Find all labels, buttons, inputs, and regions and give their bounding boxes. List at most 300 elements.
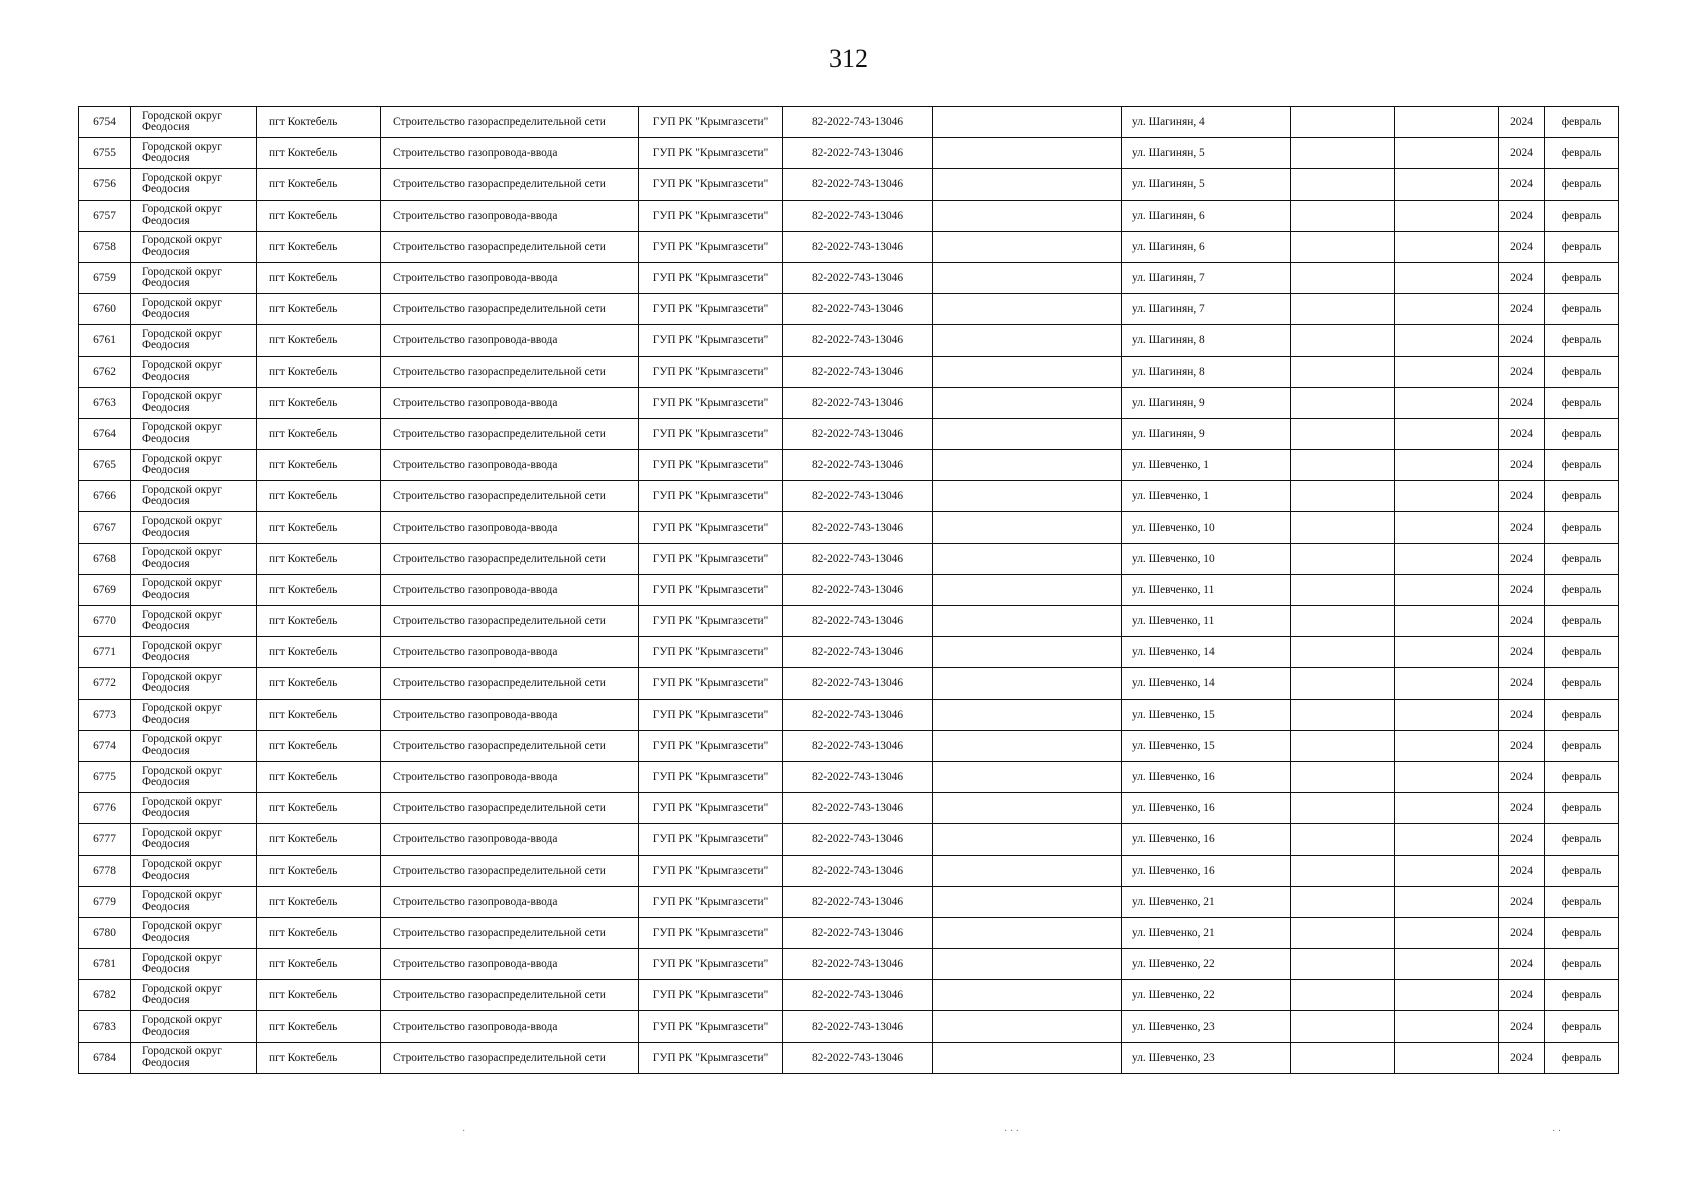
settlement-cell: пгт Коктебель — [257, 637, 381, 668]
address-cell: ул. Шевченко, 10 — [1122, 512, 1291, 543]
month-cell: февраль — [1545, 169, 1619, 200]
settlement-cell: пгт Коктебель — [257, 793, 381, 824]
work-type-cell: Строительство газораспределительной сети — [381, 294, 639, 325]
table-row — [79, 1011, 1619, 1042]
row-number: 6774 — [79, 730, 131, 761]
row-number: 6777 — [79, 824, 131, 855]
organization-cell: ГУП РК "Крымгазсети" — [639, 949, 783, 980]
program-code-cell: 82-2022-743-13046 — [783, 1011, 933, 1042]
row-number: 6762 — [79, 356, 131, 387]
organization-cell: ГУП РК "Крымгазсети" — [639, 325, 783, 356]
empty-cell — [933, 169, 1122, 200]
empty-cell — [1395, 1042, 1499, 1073]
program-code-cell: 82-2022-743-13046 — [783, 980, 933, 1011]
work-type-cell: Строительство газопровода-ввода — [381, 1011, 639, 1042]
month-cell: февраль — [1545, 418, 1619, 449]
district-cell: Городской округ Феодосия — [131, 138, 257, 169]
organization-cell: ГУП РК "Крымгазсети" — [639, 294, 783, 325]
row-number: 6764 — [79, 418, 131, 449]
address-cell: ул. Шагинян, 9 — [1122, 418, 1291, 449]
year-cell: 2024 — [1499, 761, 1545, 792]
district-cell: Городской округ Феодосия — [131, 574, 257, 605]
address-cell: ул. Шагинян, 5 — [1122, 138, 1291, 169]
organization-cell: ГУП РК "Крымгазсети" — [639, 138, 783, 169]
empty-cell — [1395, 481, 1499, 512]
settlement-cell: пгт Коктебель — [257, 138, 381, 169]
work-type-cell: Строительство газопровода-ввода — [381, 200, 639, 231]
district-cell: Городской округ Феодосия — [131, 418, 257, 449]
row-number: 6768 — [79, 543, 131, 574]
year-cell: 2024 — [1499, 917, 1545, 948]
month-cell: февраль — [1545, 855, 1619, 886]
month-cell: февраль — [1545, 668, 1619, 699]
table-row — [79, 949, 1619, 980]
year-cell: 2024 — [1499, 1042, 1545, 1073]
table-row — [79, 512, 1619, 543]
row-number: 6783 — [79, 1011, 131, 1042]
row-number: 6781 — [79, 949, 131, 980]
work-type-cell: Строительство газораспределительной сети — [381, 231, 639, 262]
district-cell: Городской округ Феодосия — [131, 668, 257, 699]
program-code-cell: 82-2022-743-13046 — [783, 200, 933, 231]
program-code-cell: 82-2022-743-13046 — [783, 543, 933, 574]
year-cell: 2024 — [1499, 294, 1545, 325]
year-cell: 2024 — [1499, 450, 1545, 481]
scan-speck: · · · — [1004, 1126, 1019, 1137]
program-code-cell: 82-2022-743-13046 — [783, 294, 933, 325]
month-cell: февраль — [1545, 824, 1619, 855]
table-row — [79, 793, 1619, 824]
settlement-cell: пгт Коктебель — [257, 231, 381, 262]
table-row — [79, 574, 1619, 605]
empty-cell — [1291, 169, 1395, 200]
work-type-cell: Строительство газопровода-ввода — [381, 325, 639, 356]
organization-cell: ГУП РК "Крымгазсети" — [639, 107, 783, 138]
row-number: 6773 — [79, 699, 131, 730]
page-number: 312 — [829, 44, 868, 73]
empty-cell — [1291, 761, 1395, 792]
organization-cell: ГУП РК "Крымгазсети" — [639, 200, 783, 231]
program-code-cell: 82-2022-743-13046 — [783, 450, 933, 481]
settlement-cell: пгт Коктебель — [257, 481, 381, 512]
address-cell: ул. Шевченко, 14 — [1122, 668, 1291, 699]
empty-cell — [933, 325, 1122, 356]
district-cell: Городской округ Феодосия — [131, 543, 257, 574]
table-row — [79, 606, 1619, 637]
year-cell: 2024 — [1499, 668, 1545, 699]
settlement-cell: пгт Коктебель — [257, 450, 381, 481]
district-cell: Городской округ Феодосия — [131, 637, 257, 668]
empty-cell — [933, 418, 1122, 449]
empty-cell — [933, 917, 1122, 948]
scan-speck: · · — [1552, 1126, 1562, 1137]
settlement-cell: пгт Коктебель — [257, 824, 381, 855]
empty-cell — [1291, 574, 1395, 605]
program-code-cell: 82-2022-743-13046 — [783, 668, 933, 699]
work-type-cell: Строительство газопровода-ввода — [381, 761, 639, 792]
table-row — [79, 418, 1619, 449]
district-cell: Городской округ Феодосия — [131, 980, 257, 1011]
settlement-cell: пгт Коктебель — [257, 574, 381, 605]
row-number: 6784 — [79, 1042, 131, 1073]
month-cell: февраль — [1545, 886, 1619, 917]
address-cell: ул. Шевченко, 23 — [1122, 1042, 1291, 1073]
address-cell: ул. Шевченко, 22 — [1122, 949, 1291, 980]
empty-cell — [1395, 855, 1499, 886]
settlement-cell: пгт Коктебель — [257, 543, 381, 574]
row-number: 6756 — [79, 169, 131, 200]
table-row — [79, 543, 1619, 574]
work-type-cell: Строительство газораспределительной сети — [381, 917, 639, 948]
district-cell: Городской округ Феодосия — [131, 356, 257, 387]
year-cell: 2024 — [1499, 606, 1545, 637]
year-cell: 2024 — [1499, 200, 1545, 231]
work-type-cell: Строительство газораспределительной сети — [381, 730, 639, 761]
organization-cell: ГУП РК "Крымгазсети" — [639, 512, 783, 543]
empty-cell — [933, 606, 1122, 637]
district-cell: Городской округ Феодосия — [131, 387, 257, 418]
address-cell: ул. Шевченко, 16 — [1122, 855, 1291, 886]
row-number: 6769 — [79, 574, 131, 605]
settlement-cell: пгт Коктебель — [257, 107, 381, 138]
row-number: 6763 — [79, 387, 131, 418]
month-cell: февраль — [1545, 262, 1619, 293]
year-cell: 2024 — [1499, 543, 1545, 574]
month-cell: февраль — [1545, 512, 1619, 543]
year-cell: 2024 — [1499, 824, 1545, 855]
work-type-cell: Строительство газопровода-ввода — [381, 387, 639, 418]
year-cell: 2024 — [1499, 855, 1545, 886]
work-type-cell: Строительство газопровода-ввода — [381, 824, 639, 855]
organization-cell: ГУП РК "Крымгазсети" — [639, 855, 783, 886]
year-cell: 2024 — [1499, 699, 1545, 730]
program-code-cell: 82-2022-743-13046 — [783, 387, 933, 418]
row-number: 6758 — [79, 231, 131, 262]
address-cell: ул. Шевченко, 21 — [1122, 886, 1291, 917]
work-type-cell: Строительство газораспределительной сети — [381, 543, 639, 574]
empty-cell — [933, 512, 1122, 543]
empty-cell — [1395, 761, 1499, 792]
district-cell: Городской округ Феодосия — [131, 730, 257, 761]
settlement-cell: пгт Коктебель — [257, 855, 381, 886]
year-cell: 2024 — [1499, 949, 1545, 980]
year-cell: 2024 — [1499, 107, 1545, 138]
empty-cell — [1395, 356, 1499, 387]
month-cell: февраль — [1545, 730, 1619, 761]
month-cell: февраль — [1545, 200, 1619, 231]
settlement-cell: пгт Коктебель — [257, 418, 381, 449]
settlement-cell: пгт Коктебель — [257, 1011, 381, 1042]
empty-cell — [933, 730, 1122, 761]
address-cell: ул. Шагинян, 6 — [1122, 231, 1291, 262]
empty-cell — [1291, 512, 1395, 543]
month-cell: февраль — [1545, 481, 1619, 512]
empty-cell — [933, 481, 1122, 512]
empty-cell — [933, 1011, 1122, 1042]
empty-cell — [1395, 169, 1499, 200]
program-code-cell: 82-2022-743-13046 — [783, 138, 933, 169]
row-number: 6775 — [79, 761, 131, 792]
empty-cell — [933, 107, 1122, 138]
year-cell: 2024 — [1499, 169, 1545, 200]
address-cell: ул. Шевченко, 1 — [1122, 481, 1291, 512]
address-cell: ул. Шагинян, 9 — [1122, 387, 1291, 418]
empty-cell — [1395, 668, 1499, 699]
table-row — [79, 325, 1619, 356]
empty-cell — [1395, 138, 1499, 169]
empty-cell — [1291, 886, 1395, 917]
empty-cell — [1395, 262, 1499, 293]
empty-cell — [933, 886, 1122, 917]
year-cell: 2024 — [1499, 356, 1545, 387]
table-row — [79, 169, 1619, 200]
district-cell: Городской округ Феодосия — [131, 325, 257, 356]
program-code-cell: 82-2022-743-13046 — [783, 606, 933, 637]
empty-cell — [1395, 107, 1499, 138]
empty-cell — [933, 824, 1122, 855]
work-type-cell: Строительство газораспределительной сети — [381, 418, 639, 449]
work-type-cell: Строительство газопровода-ввода — [381, 699, 639, 730]
empty-cell — [933, 637, 1122, 668]
empty-cell — [1291, 606, 1395, 637]
district-cell: Городской округ Феодосия — [131, 231, 257, 262]
address-cell: ул. Шевченко, 23 — [1122, 1011, 1291, 1042]
empty-cell — [1291, 855, 1395, 886]
month-cell: февраль — [1545, 543, 1619, 574]
empty-cell — [1291, 637, 1395, 668]
district-cell: Городской округ Феодосия — [131, 886, 257, 917]
row-number: 6757 — [79, 200, 131, 231]
empty-cell — [1291, 200, 1395, 231]
table-row — [79, 200, 1619, 231]
district-cell: Городской округ Феодосия — [131, 606, 257, 637]
empty-cell — [1291, 450, 1395, 481]
table-row — [79, 980, 1619, 1011]
district-cell: Городской округ Феодосия — [131, 107, 257, 138]
empty-cell — [1395, 294, 1499, 325]
row-number: 6755 — [79, 138, 131, 169]
month-cell: февраль — [1545, 294, 1619, 325]
work-type-cell: Строительство газопровода-ввода — [381, 262, 639, 293]
empty-cell — [1395, 793, 1499, 824]
year-cell: 2024 — [1499, 886, 1545, 917]
month-cell: февраль — [1545, 793, 1619, 824]
work-type-cell: Строительство газопровода-ввода — [381, 138, 639, 169]
address-cell: ул. Шагинян, 5 — [1122, 169, 1291, 200]
district-cell: Городской округ Феодосия — [131, 949, 257, 980]
organization-cell: ГУП РК "Крымгазсети" — [639, 917, 783, 948]
address-cell: ул. Шагинян, 8 — [1122, 356, 1291, 387]
empty-cell — [1291, 543, 1395, 574]
program-code-cell: 82-2022-743-13046 — [783, 730, 933, 761]
table-row — [79, 855, 1619, 886]
settlement-cell: пгт Коктебель — [257, 356, 381, 387]
year-cell: 2024 — [1499, 138, 1545, 169]
row-number: 6776 — [79, 793, 131, 824]
empty-cell — [1291, 387, 1395, 418]
address-cell: ул. Шагинян, 7 — [1122, 294, 1291, 325]
empty-cell — [933, 356, 1122, 387]
organization-cell: ГУП РК "Крымгазсети" — [639, 730, 783, 761]
table-row — [79, 450, 1619, 481]
empty-cell — [933, 200, 1122, 231]
empty-cell — [1291, 730, 1395, 761]
work-type-cell: Строительство газопровода-ввода — [381, 949, 639, 980]
empty-cell — [1291, 107, 1395, 138]
month-cell: февраль — [1545, 138, 1619, 169]
empty-cell — [933, 574, 1122, 605]
address-cell: ул. Шевченко, 22 — [1122, 980, 1291, 1011]
year-cell: 2024 — [1499, 231, 1545, 262]
settlement-cell: пгт Коктебель — [257, 512, 381, 543]
table-body — [79, 107, 1619, 1074]
program-code-cell: 82-2022-743-13046 — [783, 574, 933, 605]
address-cell: ул. Шевченко, 15 — [1122, 699, 1291, 730]
district-cell: Городской округ Феодосия — [131, 824, 257, 855]
program-code-cell: 82-2022-743-13046 — [783, 949, 933, 980]
empty-cell — [1395, 730, 1499, 761]
row-number: 6772 — [79, 668, 131, 699]
settlement-cell: пгт Коктебель — [257, 699, 381, 730]
organization-cell: ГУП РК "Крымгазсети" — [639, 574, 783, 605]
empty-cell — [933, 1042, 1122, 1073]
table-row — [79, 262, 1619, 293]
table-row — [79, 107, 1619, 138]
empty-cell — [1291, 824, 1395, 855]
program-code-cell: 82-2022-743-13046 — [783, 699, 933, 730]
program-code-cell: 82-2022-743-13046 — [783, 1042, 933, 1073]
table-row — [79, 356, 1619, 387]
table-row — [79, 886, 1619, 917]
program-code-cell: 82-2022-743-13046 — [783, 107, 933, 138]
row-number: 6779 — [79, 886, 131, 917]
registry-table — [78, 106, 1619, 1074]
empty-cell — [1291, 1042, 1395, 1073]
empty-cell — [1291, 418, 1395, 449]
work-type-cell: Строительство газопровода-ввода — [381, 886, 639, 917]
organization-cell: ГУП РК "Крымгазсети" — [639, 450, 783, 481]
empty-cell — [1395, 637, 1499, 668]
empty-cell — [1291, 481, 1395, 512]
program-code-cell: 82-2022-743-13046 — [783, 637, 933, 668]
month-cell: февраль — [1545, 980, 1619, 1011]
empty-cell — [1291, 325, 1395, 356]
district-cell: Городской округ Феодосия — [131, 200, 257, 231]
row-number: 6778 — [79, 855, 131, 886]
month-cell: февраль — [1545, 761, 1619, 792]
address-cell: ул. Шевченко, 11 — [1122, 606, 1291, 637]
address-cell: ул. Шевченко, 16 — [1122, 761, 1291, 792]
year-cell: 2024 — [1499, 325, 1545, 356]
organization-cell: ГУП РК "Крымгазсети" — [639, 169, 783, 200]
work-type-cell: Строительство газораспределительной сети — [381, 107, 639, 138]
year-cell: 2024 — [1499, 730, 1545, 761]
month-cell: февраль — [1545, 231, 1619, 262]
work-type-cell: Строительство газораспределительной сети — [381, 606, 639, 637]
month-cell: февраль — [1545, 450, 1619, 481]
empty-cell — [1291, 138, 1395, 169]
table-row — [79, 824, 1619, 855]
address-cell: ул. Шевченко, 16 — [1122, 793, 1291, 824]
empty-cell — [933, 855, 1122, 886]
organization-cell: ГУП РК "Крымгазсети" — [639, 980, 783, 1011]
empty-cell — [1291, 356, 1395, 387]
month-cell: февраль — [1545, 1042, 1619, 1073]
empty-cell — [933, 543, 1122, 574]
month-cell: февраль — [1545, 637, 1619, 668]
empty-cell — [1395, 886, 1499, 917]
empty-cell — [933, 262, 1122, 293]
table-row — [79, 637, 1619, 668]
empty-cell — [1395, 450, 1499, 481]
settlement-cell: пгт Коктебель — [257, 917, 381, 948]
program-code-cell: 82-2022-743-13046 — [783, 418, 933, 449]
empty-cell — [933, 294, 1122, 325]
program-code-cell: 82-2022-743-13046 — [783, 481, 933, 512]
row-number: 6766 — [79, 481, 131, 512]
district-cell: Городской округ Феодосия — [131, 699, 257, 730]
settlement-cell: пгт Коктебель — [257, 980, 381, 1011]
empty-cell — [1291, 668, 1395, 699]
empty-cell — [1291, 793, 1395, 824]
month-cell: февраль — [1545, 917, 1619, 948]
address-cell: ул. Шагинян, 7 — [1122, 262, 1291, 293]
year-cell: 2024 — [1499, 574, 1545, 605]
address-cell: ул. Шагинян, 4 — [1122, 107, 1291, 138]
year-cell: 2024 — [1499, 1011, 1545, 1042]
district-cell: Городской округ Феодосия — [131, 512, 257, 543]
organization-cell: ГУП РК "Крымгазсети" — [639, 761, 783, 792]
work-type-cell: Строительство газопровода-ввода — [381, 637, 639, 668]
district-cell: Городской округ Феодосия — [131, 1042, 257, 1073]
empty-cell — [1291, 949, 1395, 980]
settlement-cell: пгт Коктебель — [257, 262, 381, 293]
row-number: 6760 — [79, 294, 131, 325]
row-number: 6759 — [79, 262, 131, 293]
district-cell: Городской округ Феодосия — [131, 450, 257, 481]
work-type-cell: Строительство газораспределительной сети — [381, 855, 639, 886]
table-row — [79, 917, 1619, 948]
organization-cell: ГУП РК "Крымгазсети" — [639, 1042, 783, 1073]
district-cell: Городской округ Феодосия — [131, 294, 257, 325]
district-cell: Городской округ Феодосия — [131, 169, 257, 200]
table-row — [79, 761, 1619, 792]
empty-cell — [1395, 418, 1499, 449]
settlement-cell: пгт Коктебель — [257, 294, 381, 325]
year-cell: 2024 — [1499, 637, 1545, 668]
program-code-cell: 82-2022-743-13046 — [783, 761, 933, 792]
table-row — [79, 481, 1619, 512]
month-cell: февраль — [1545, 325, 1619, 356]
table-row — [79, 138, 1619, 169]
year-cell: 2024 — [1499, 262, 1545, 293]
empty-cell — [933, 668, 1122, 699]
district-cell: Городской округ Феодосия — [131, 855, 257, 886]
empty-cell — [1291, 294, 1395, 325]
organization-cell: ГУП РК "Крымгазсети" — [639, 824, 783, 855]
address-cell: ул. Шевченко, 21 — [1122, 917, 1291, 948]
address-cell: ул. Шевченко, 11 — [1122, 574, 1291, 605]
month-cell: февраль — [1545, 699, 1619, 730]
empty-cell — [933, 949, 1122, 980]
table-row — [79, 387, 1619, 418]
year-cell: 2024 — [1499, 418, 1545, 449]
settlement-cell: пгт Коктебель — [257, 325, 381, 356]
address-cell: ул. Шевченко, 16 — [1122, 824, 1291, 855]
work-type-cell: Строительство газораспределительной сети — [381, 668, 639, 699]
organization-cell: ГУП РК "Крымгазсети" — [639, 793, 783, 824]
empty-cell — [933, 231, 1122, 262]
